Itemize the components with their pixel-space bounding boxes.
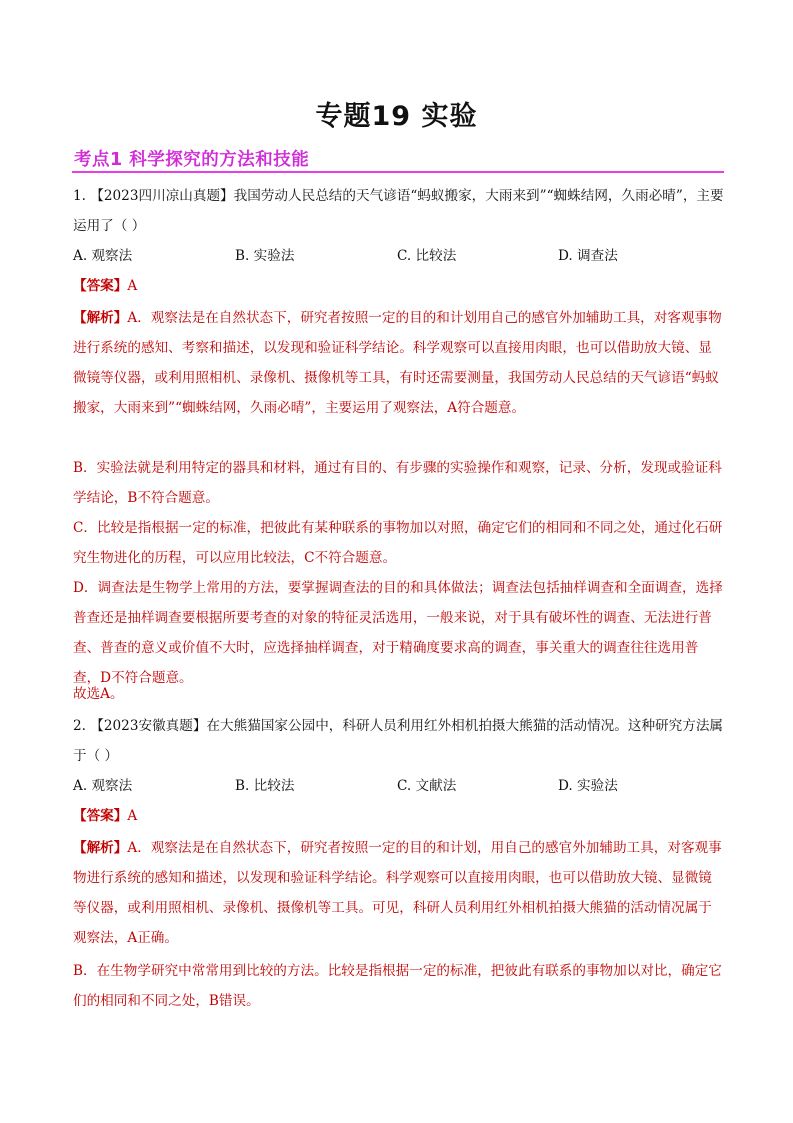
question-2-analysis-b: B．在生物学研究中常常用到比较的方法。比较是指根据一定的标准，把彼此有联系的事物加以对比，确定它们的相同和不同之处，B错误。 — [73, 963, 722, 1009]
question-1-conclusion: 故选A。 — [73, 686, 124, 702]
section-underline — [72, 171, 724, 173]
section-heading: 考点1 科学探究的方法和技能 — [74, 150, 310, 170]
question-1-answer — [73, 271, 724, 301]
question-1-analysis-d: D．调查法是生物学上常用的方法，要掌握调查法的目的和具体做法；调查法包括抽样调查和全面调查，选择普查还是抽样调查要根据所要考查的对象的特征灵活选用，一般来说，对于具有破坏性的调查、无法进行普查、普查的意义或价值不大时，应选择抽样调查，对于精确度要求高的调查，事关重大的调查往往选用普查，D不符合题意。 — [73, 580, 723, 686]
analysis-text: A．观察法是在自然状态下，研究者按照一定的目的和计划，用自己的感官外加辅助工具，对客观事物进行系统的感知和描述，以发现和验证科学结论。科学观察可以直接用肉眼，也可以借助放大镜、显微镜等仪器，或利用照相机、录像机、摄像机等工具。可见，科研人员利用红外相机拍摄大熊猫的活动情况属于观察法，A正确。 — [73, 840, 722, 946]
question-2-stem: 2. 【2023安徽真题】在大熊猫国家公园中，科研人员利用红外相机拍摄大熊猫的活动情况。这种研究方法属于（ ） — [73, 718, 724, 764]
question-1-analysis-b: B．实验法就是利用特定的器具和材料，通过有目的、有步骤的实验操作和观察，记录、分析，发现或验证科学结论，B不符合题意。 — [73, 460, 722, 506]
question-2-options — [73, 771, 724, 801]
question-2-answer — [73, 801, 724, 831]
question-1-option-d: D. 调查法 — [558, 248, 618, 264]
question-1-option-a: A. 观察法 — [73, 248, 133, 264]
answer-value: A — [127, 278, 138, 294]
analysis-label: 【解析】 — [73, 310, 128, 326]
question-2-option-a: A. 观察法 — [73, 778, 133, 794]
question-1-analysis-c: C．比较是指根据一定的标准，把彼此有某种联系的事物加以对照，确定它们的相同和不同之处，通过化石研究生物进化的历程，可以应用比较法，C不符合题意。 — [73, 520, 723, 566]
question-1-analysis-a — [73, 303, 724, 423]
question-2-analysis-a — [73, 833, 724, 953]
question-1-stem: 1. 【2023四川凉山真题】我国劳动人民总结的天气谚语“蚂蚁搬家，大雨来到”“蜘蛛结网，久雨必晴”，主要运用了（ ） — [73, 188, 724, 234]
question-1-option-b: B. 实验法 — [235, 248, 295, 264]
question-1-options — [73, 241, 724, 271]
question-2-option-d: D. 实验法 — [558, 778, 618, 794]
analysis-text: A．观察法是在自然状态下，研究者按照一定的目的和计划用自己的感官外加辅助工具，对客观事物进行系统的感知、考察和描述，以发现和验证科学结论。科学观察可以直接用肉眼，也可以借助放大镜、显微镜等仪器，或利用照相机、录像机、摄像机等工具，有时还需要测量，我国劳动人民总结的天气谚语“蚂蚁搬家，大雨来到”“蜘蛛结网，久雨必晴”，主要运用了观察法，A符合题意。 — [73, 310, 722, 416]
answer-value: A — [127, 808, 138, 824]
question-2-option-c: C. 文献法 — [397, 778, 457, 794]
analysis-label: 【解析】 — [73, 840, 128, 856]
question-1-option-c: C. 比较法 — [397, 248, 457, 264]
answer-label: 【答案】 — [73, 808, 128, 824]
answer-label: 【答案】 — [73, 278, 128, 294]
question-2-option-b: B. 比较法 — [235, 778, 295, 794]
page-title: 专题19 实验 — [315, 101, 478, 132]
